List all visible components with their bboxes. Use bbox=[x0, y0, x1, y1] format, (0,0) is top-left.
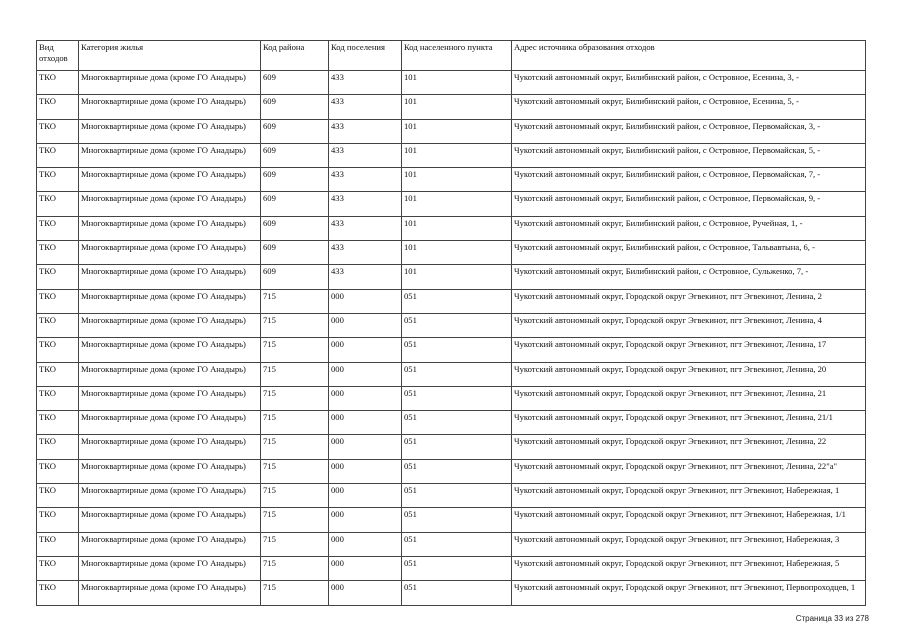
cell-source-address: Чукотский автономный округ, Городской округ Эгвекинот, пгт Эгвекинот, Первопроходцев, 1 bbox=[512, 581, 866, 605]
cell-source-address: Чукотский автономный округ, Билибинский район, с Островное, Первомайская, 3, - bbox=[512, 119, 866, 143]
cell-settlement-code: 000 bbox=[329, 289, 402, 313]
table-row bbox=[37, 508, 866, 532]
cell-locality-code: 051 bbox=[402, 581, 512, 605]
cell-district-code: 715 bbox=[261, 289, 329, 313]
cell-housing-category: Многоквартирные дома (кроме ГО Анадырь) bbox=[79, 532, 261, 556]
cell-locality-code: 051 bbox=[402, 411, 512, 435]
cell-housing-category: Многоквартирные дома (кроме ГО Анадырь) bbox=[79, 241, 261, 265]
table-row bbox=[37, 95, 866, 119]
table-row bbox=[37, 313, 866, 337]
cell-waste-type: ТКО bbox=[37, 95, 79, 119]
cell-district-code: 715 bbox=[261, 484, 329, 508]
cell-settlement-code: 433 bbox=[329, 143, 402, 167]
cell-settlement-code: 000 bbox=[329, 484, 402, 508]
cell-source-address: Чукотский автономный округ, Билибинский район, с Островное, Есенина, 3, - bbox=[512, 71, 866, 95]
table-row bbox=[37, 532, 866, 556]
cell-settlement-code: 433 bbox=[329, 241, 402, 265]
header-settlement-code: Код поселения bbox=[329, 41, 402, 71]
cell-housing-category: Многоквартирные дома (кроме ГО Анадырь) bbox=[79, 168, 261, 192]
cell-housing-category: Многоквартирные дома (кроме ГО Анадырь) bbox=[79, 216, 261, 240]
cell-district-code: 609 bbox=[261, 192, 329, 216]
cell-source-address: Чукотский автономный округ, Городской округ Эгвекинот, пгт Эгвекинот, Ленина, 20 bbox=[512, 362, 866, 386]
cell-waste-type: ТКО bbox=[37, 435, 79, 459]
cell-locality-code: 101 bbox=[402, 192, 512, 216]
cell-housing-category: Многоквартирные дома (кроме ГО Анадырь) bbox=[79, 484, 261, 508]
table-row bbox=[37, 241, 866, 265]
cell-waste-type: ТКО bbox=[37, 265, 79, 289]
cell-locality-code: 101 bbox=[402, 119, 512, 143]
cell-settlement-code: 000 bbox=[329, 362, 402, 386]
cell-settlement-code: 433 bbox=[329, 168, 402, 192]
cell-district-code: 715 bbox=[261, 508, 329, 532]
cell-housing-category: Многоквартирные дома (кроме ГО Анадырь) bbox=[79, 192, 261, 216]
cell-waste-type: ТКО bbox=[37, 338, 79, 362]
cell-locality-code: 051 bbox=[402, 386, 512, 410]
table-row bbox=[37, 289, 866, 313]
cell-locality-code: 101 bbox=[402, 216, 512, 240]
cell-waste-type: ТКО bbox=[37, 386, 79, 410]
cell-settlement-code: 000 bbox=[329, 338, 402, 362]
table-row bbox=[37, 216, 866, 240]
cell-housing-category: Многоквартирные дома (кроме ГО Анадырь) bbox=[79, 143, 261, 167]
cell-district-code: 609 bbox=[261, 71, 329, 95]
cell-waste-type: ТКО bbox=[37, 532, 79, 556]
cell-housing-category: Многоквартирные дома (кроме ГО Анадырь) bbox=[79, 411, 261, 435]
cell-source-address: Чукотский автономный округ, Билибинский район, с Островное, Первомайская, 9, - bbox=[512, 192, 866, 216]
cell-district-code: 715 bbox=[261, 313, 329, 337]
cell-housing-category: Многоквартирные дома (кроме ГО Анадырь) bbox=[79, 313, 261, 337]
cell-locality-code: 101 bbox=[402, 143, 512, 167]
cell-district-code: 715 bbox=[261, 411, 329, 435]
cell-district-code: 715 bbox=[261, 338, 329, 362]
cell-waste-type: ТКО bbox=[37, 71, 79, 95]
cell-settlement-code: 433 bbox=[329, 192, 402, 216]
cell-locality-code: 101 bbox=[402, 241, 512, 265]
cell-district-code: 715 bbox=[261, 386, 329, 410]
cell-source-address: Чукотский автономный округ, Городской округ Эгвекинот, пгт Эгвекинот, Ленина, 22 bbox=[512, 435, 866, 459]
cell-settlement-code: 433 bbox=[329, 95, 402, 119]
cell-waste-type: ТКО bbox=[37, 508, 79, 532]
cell-district-code: 609 bbox=[261, 143, 329, 167]
cell-housing-category: Многоквартирные дома (кроме ГО Анадырь) bbox=[79, 265, 261, 289]
cell-waste-type: ТКО bbox=[37, 216, 79, 240]
cell-waste-type: ТКО bbox=[37, 556, 79, 580]
table-body bbox=[37, 71, 866, 606]
cell-source-address: Чукотский автономный округ, Городской округ Эгвекинот, пгт Эгвекинот, Ленина, 21 bbox=[512, 386, 866, 410]
cell-district-code: 715 bbox=[261, 459, 329, 483]
cell-housing-category: Многоквартирные дома (кроме ГО Анадырь) bbox=[79, 338, 261, 362]
header-waste-type: Вид отходов bbox=[37, 41, 79, 71]
cell-source-address: Чукотский автономный округ, Городской округ Эгвекинот, пгт Эгвекинот, Набережная, 5 bbox=[512, 556, 866, 580]
cell-settlement-code: 000 bbox=[329, 508, 402, 532]
waste-sources-table bbox=[36, 40, 866, 606]
cell-housing-category: Многоквартирные дома (кроме ГО Анадырь) bbox=[79, 95, 261, 119]
cell-waste-type: ТКО bbox=[37, 143, 79, 167]
cell-locality-code: 051 bbox=[402, 508, 512, 532]
cell-locality-code: 051 bbox=[402, 289, 512, 313]
page-number: Страница 33 из 278 bbox=[795, 614, 869, 623]
cell-settlement-code: 433 bbox=[329, 265, 402, 289]
cell-district-code: 609 bbox=[261, 119, 329, 143]
cell-waste-type: ТКО bbox=[37, 362, 79, 386]
cell-housing-category: Многоквартирные дома (кроме ГО Анадырь) bbox=[79, 362, 261, 386]
cell-source-address: Чукотский автономный округ, Городской округ Эгвекинот, пгт Эгвекинот, Ленина, 22"а" bbox=[512, 459, 866, 483]
cell-source-address: Чукотский автономный округ, Билибинский район, с Островное, Тальвавтына, 6, - bbox=[512, 241, 866, 265]
table-row bbox=[37, 556, 866, 580]
cell-waste-type: ТКО bbox=[37, 168, 79, 192]
cell-housing-category: Многоквартирные дома (кроме ГО Анадырь) bbox=[79, 459, 261, 483]
cell-source-address: Чукотский автономный округ, Городской округ Эгвекинот, пгт Эгвекинот, Ленина, 21/1 bbox=[512, 411, 866, 435]
cell-locality-code: 101 bbox=[402, 168, 512, 192]
table-row bbox=[37, 71, 866, 95]
cell-settlement-code: 000 bbox=[329, 313, 402, 337]
cell-locality-code: 101 bbox=[402, 265, 512, 289]
cell-locality-code: 051 bbox=[402, 459, 512, 483]
cell-settlement-code: 000 bbox=[329, 532, 402, 556]
cell-waste-type: ТКО bbox=[37, 192, 79, 216]
cell-source-address: Чукотский автономный округ, Билибинский район, с Островное, Первомайская, 7, - bbox=[512, 168, 866, 192]
cell-source-address: Чукотский автономный округ, Билибинский район, с Островное, Первомайская, 5, - bbox=[512, 143, 866, 167]
cell-housing-category: Многоквартирные дома (кроме ГО Анадырь) bbox=[79, 508, 261, 532]
cell-source-address: Чукотский автономный округ, Городской округ Эгвекинот, пгт Эгвекинот, Ленина, 2 bbox=[512, 289, 866, 313]
cell-source-address: Чукотский автономный округ, Городской округ Эгвекинот, пгт Эгвекинот, Ленина, 4 bbox=[512, 313, 866, 337]
cell-locality-code: 101 bbox=[402, 95, 512, 119]
cell-waste-type: ТКО bbox=[37, 484, 79, 508]
cell-source-address: Чукотский автономный округ, Городской округ Эгвекинот, пгт Эгвекинот, Набережная, 1/1 bbox=[512, 508, 866, 532]
cell-housing-category: Многоквартирные дома (кроме ГО Анадырь) bbox=[79, 71, 261, 95]
cell-settlement-code: 000 bbox=[329, 435, 402, 459]
cell-locality-code: 051 bbox=[402, 532, 512, 556]
table-header-row bbox=[37, 41, 866, 71]
cell-housing-category: Многоквартирные дома (кроме ГО Анадырь) bbox=[79, 435, 261, 459]
cell-source-address: Чукотский автономный округ, Городской округ Эгвекинот, пгт Эгвекинот, Ленина, 17 bbox=[512, 338, 866, 362]
cell-settlement-code: 433 bbox=[329, 119, 402, 143]
cell-district-code: 715 bbox=[261, 362, 329, 386]
cell-source-address: Чукотский автономный округ, Билибинский район, с Островное, Сульженко, 7, - bbox=[512, 265, 866, 289]
cell-district-code: 715 bbox=[261, 581, 329, 605]
cell-district-code: 715 bbox=[261, 435, 329, 459]
table-row bbox=[37, 362, 866, 386]
cell-settlement-code: 000 bbox=[329, 581, 402, 605]
cell-settlement-code: 433 bbox=[329, 71, 402, 95]
cell-source-address: Чукотский автономный округ, Городской округ Эгвекинот, пгт Эгвекинот, Набережная, 3 bbox=[512, 532, 866, 556]
header-district-code: Код района bbox=[261, 41, 329, 71]
cell-waste-type: ТКО bbox=[37, 313, 79, 337]
table-row bbox=[37, 581, 866, 605]
cell-waste-type: ТКО bbox=[37, 411, 79, 435]
cell-locality-code: 051 bbox=[402, 484, 512, 508]
cell-district-code: 609 bbox=[261, 216, 329, 240]
cell-district-code: 609 bbox=[261, 95, 329, 119]
table-row bbox=[37, 192, 866, 216]
cell-settlement-code: 000 bbox=[329, 386, 402, 410]
cell-settlement-code: 433 bbox=[329, 216, 402, 240]
table-row bbox=[37, 459, 866, 483]
header-source-address: Адрес источника образования отходов bbox=[512, 41, 866, 71]
cell-district-code: 609 bbox=[261, 265, 329, 289]
cell-housing-category: Многоквартирные дома (кроме ГО Анадырь) bbox=[79, 119, 261, 143]
cell-source-address: Чукотский автономный округ, Билибинский район, с Островное, Есенина, 5, - bbox=[512, 95, 866, 119]
cell-locality-code: 051 bbox=[402, 435, 512, 459]
table-row bbox=[37, 265, 866, 289]
table-row bbox=[37, 168, 866, 192]
table-row bbox=[37, 386, 866, 410]
cell-locality-code: 051 bbox=[402, 556, 512, 580]
table-row bbox=[37, 338, 866, 362]
cell-housing-category: Многоквартирные дома (кроме ГО Анадырь) bbox=[79, 556, 261, 580]
cell-locality-code: 051 bbox=[402, 362, 512, 386]
cell-waste-type: ТКО bbox=[37, 289, 79, 313]
table-row bbox=[37, 435, 866, 459]
cell-district-code: 715 bbox=[261, 532, 329, 556]
cell-locality-code: 051 bbox=[402, 338, 512, 362]
cell-locality-code: 051 bbox=[402, 313, 512, 337]
cell-housing-category: Многоквартирные дома (кроме ГО Анадырь) bbox=[79, 289, 261, 313]
table-row bbox=[37, 484, 866, 508]
cell-source-address: Чукотский автономный округ, Городской округ Эгвекинот, пгт Эгвекинот, Набережная, 1 bbox=[512, 484, 866, 508]
header-locality-code: Код населенного пункта bbox=[402, 41, 512, 71]
cell-locality-code: 101 bbox=[402, 71, 512, 95]
cell-settlement-code: 000 bbox=[329, 556, 402, 580]
cell-district-code: 715 bbox=[261, 556, 329, 580]
cell-housing-category: Многоквартирные дома (кроме ГО Анадырь) bbox=[79, 581, 261, 605]
cell-housing-category: Многоквартирные дома (кроме ГО Анадырь) bbox=[79, 386, 261, 410]
table-row bbox=[37, 411, 866, 435]
cell-district-code: 609 bbox=[261, 168, 329, 192]
cell-district-code: 609 bbox=[261, 241, 329, 265]
header-housing-category: Категория жилья bbox=[79, 41, 261, 71]
cell-settlement-code: 000 bbox=[329, 459, 402, 483]
cell-settlement-code: 000 bbox=[329, 411, 402, 435]
cell-waste-type: ТКО bbox=[37, 241, 79, 265]
table-row bbox=[37, 143, 866, 167]
table-row bbox=[37, 119, 866, 143]
cell-waste-type: ТКО bbox=[37, 459, 79, 483]
cell-source-address: Чукотский автономный округ, Билибинский район, с Островное, Ручейная, 1, - bbox=[512, 216, 866, 240]
cell-waste-type: ТКО bbox=[37, 581, 79, 605]
cell-waste-type: ТКО bbox=[37, 119, 79, 143]
